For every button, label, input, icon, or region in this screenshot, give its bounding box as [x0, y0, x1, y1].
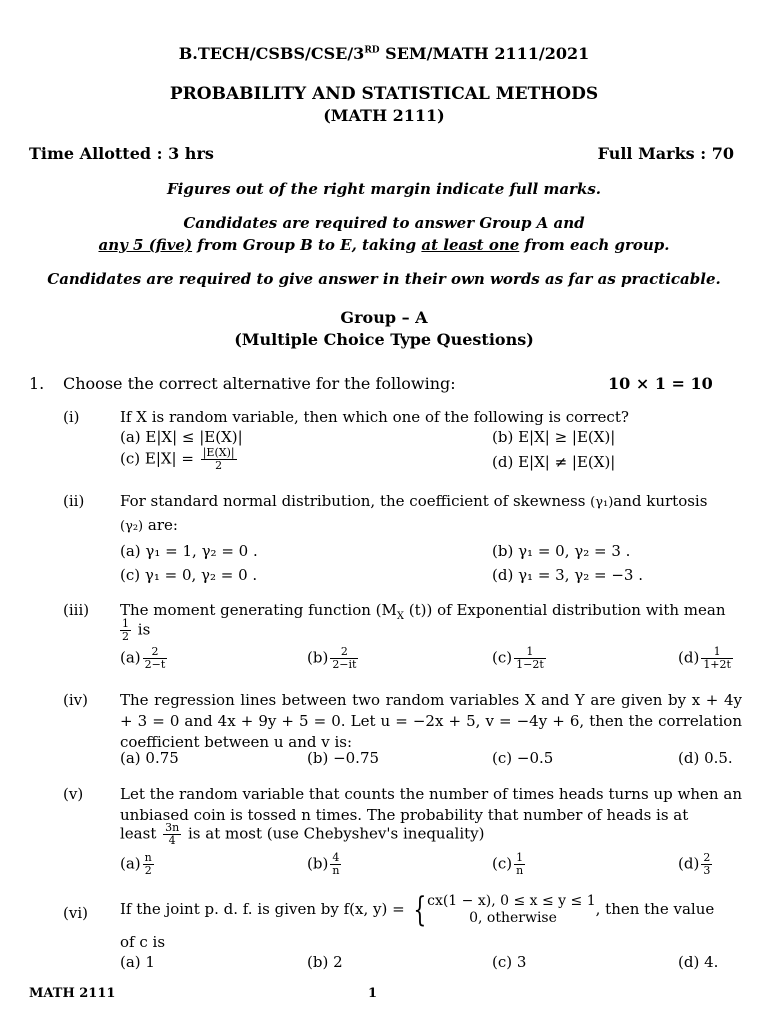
q-vi-number: (vi): [63, 904, 88, 922]
q-vi-option-b: (b) 2: [307, 953, 343, 971]
q-v-text-b: least $\frac{3n}{4}$ is at most (use Chebyshev's inequality): [120, 821, 485, 847]
q-i-option-d: (d) E|X| ≠ |E(X)|: [492, 453, 616, 471]
left-brace: {: [413, 890, 427, 930]
q-i-option-a: (a) E|X| ≤ |E(X)|: [120, 428, 243, 446]
q-iii-text: The moment generating function ($M_X$ (t)) of Exponential distribution with mean: [120, 601, 726, 622]
q-ii-option-d: (d) γ₁ = 3, γ₂ = −3 .: [492, 566, 643, 584]
q-v-option-b: (b) $\frac{4}{n}$: [307, 851, 340, 877]
q-vi-option-a: (a) 1: [120, 953, 155, 971]
paper-code: (MATH 2111): [323, 106, 445, 125]
page-number: 1: [368, 986, 378, 1001]
q-iii-number: (iii): [63, 601, 90, 619]
paper-title: PROBABILITY AND STATISTICAL METHODS: [169, 84, 599, 104]
q-i-option-c: (c) E|X| = $\frac{|E(X)|}{2}$: [120, 446, 235, 472]
fraction: $\frac{4}{n}$: [332, 851, 340, 877]
q-vi-text: If the joint p. d. f. is given by f(x, y) = { cx(1 − x), 0 ≤ x ≤ y ≤ 1 0, otherwise , then the value: [120, 890, 715, 930]
q-iv-option-a: (a) 0.75: [120, 749, 179, 767]
q-v-option-d: (d) $\frac{2}{3}$: [678, 851, 711, 877]
q-iv-number: (iv): [63, 691, 88, 709]
q-iii-mean: $\frac{1}{2}$ is: [122, 617, 151, 643]
q-v-option-c: (c) $\frac{1}{n}$: [492, 851, 524, 877]
instruction-groups-b: any 5 (five) from Group B to E, taking at least one from each group.: [98, 236, 670, 254]
q-ii-text: For standard normal distribution, the coefficient of skewness (γ₁)and kurtosis: [120, 492, 708, 510]
instruction-own-words: Candidates are required to give answer in their own words as far as practicable.: [47, 270, 721, 288]
q-ii-text-b: (γ₂) are:: [120, 516, 178, 534]
q-v-option-a: (a) $\frac{n}{2}$: [120, 851, 152, 877]
fraction: $\frac{n}{2}$: [144, 851, 152, 877]
time-allotted: Time Allotted : 3 hrs: [29, 144, 214, 163]
fraction: $\frac{2}{2-t}$: [144, 645, 166, 671]
fraction: $\frac{2}{2-it}$: [332, 645, 357, 671]
q-ii-option-c: (c) γ₁ = 0, γ₂ = 0 .: [120, 566, 258, 584]
fraction: $\frac{1}{1-2t}$: [516, 645, 544, 671]
q-iii-option-a: (a) $\frac{2}{2-t}$: [120, 645, 166, 671]
q-vi-option-c: (c) 3: [492, 953, 527, 971]
fraction: $\frac{2}{3}$: [703, 851, 711, 877]
q-i-option-b: (b) E|X| ≥ |E(X)|: [492, 428, 616, 446]
fraction: $\frac{1}{1+2t}$: [703, 645, 731, 671]
course-line: B.TECH/CSBS/CSE/3RD SEM/MATH 2111/2021: [178, 44, 590, 63]
q-vi-option-d: (d) 4.: [678, 953, 719, 971]
q-iv-option-c: (c) −0.5: [492, 749, 554, 767]
q-iv-option-b: (b) −0.75: [307, 749, 380, 767]
footer-code: MATH 2111: [29, 986, 116, 1001]
question-number: 1.: [29, 374, 45, 393]
q-iv-text: The regression lines between two random variables X and Y are given by x + 4y + 3 = 0 and 4x + 9y + 5 = 0. Let u = −2x + 5, v = −4y + 6, then the correlation coefficient between u and v is:: [120, 691, 742, 751]
full-marks: Full Marks : 70: [597, 144, 734, 163]
instruction-margin: Figures out of the right margin indicate full marks.: [166, 180, 602, 198]
question-marks: 10 × 1 = 10: [608, 374, 713, 393]
fraction: $\frac{|E(X)|}{2}$: [202, 446, 235, 472]
piecewise-cases: cx(1 − x), 0 ≤ x ≤ y ≤ 1 0, otherwise: [427, 893, 596, 926]
q-vi-text-b: of c is: [120, 933, 166, 951]
q-i-number: (i): [63, 408, 80, 426]
q-ii-option-a: (a) γ₁ = 1, γ₂ = 0 .: [120, 542, 258, 560]
question-text: Choose the correct alternative for the following:: [63, 374, 456, 393]
q-ii-number: (ii): [63, 492, 85, 510]
q-iii-option-b: (b) $\frac{2}{2-it}$: [307, 645, 357, 671]
fraction: $\frac{3n}{4}$: [165, 821, 180, 847]
q-iv-option-d: (d) 0.5.: [678, 749, 733, 767]
q-iii-option-d: (d) $\frac{1}{1+2t}$: [678, 645, 731, 671]
q-v-number: (v): [63, 785, 84, 803]
q-ii-option-b: (b) γ₁ = 0, γ₂ = 3 .: [492, 542, 631, 560]
group-title: Group – A: [340, 308, 428, 327]
group-subtitle: (Multiple Choice Type Questions): [234, 330, 534, 349]
q-v-text: Let the random variable that counts the number of times heads turns up when an unbiased coin is tossed n times. The probability that number of heads is at: [120, 785, 742, 824]
fraction: $\frac{1}{2}$: [122, 617, 129, 643]
instruction-groups: Candidates are required to answer Group A and: [183, 214, 585, 232]
fraction: $\frac{1}{n}$: [516, 851, 524, 877]
q-iii-option-c: (c) $\frac{1}{1-2t}$: [492, 645, 544, 671]
q-i-text: If X is random variable, then which one of the following is correct?: [120, 408, 629, 426]
